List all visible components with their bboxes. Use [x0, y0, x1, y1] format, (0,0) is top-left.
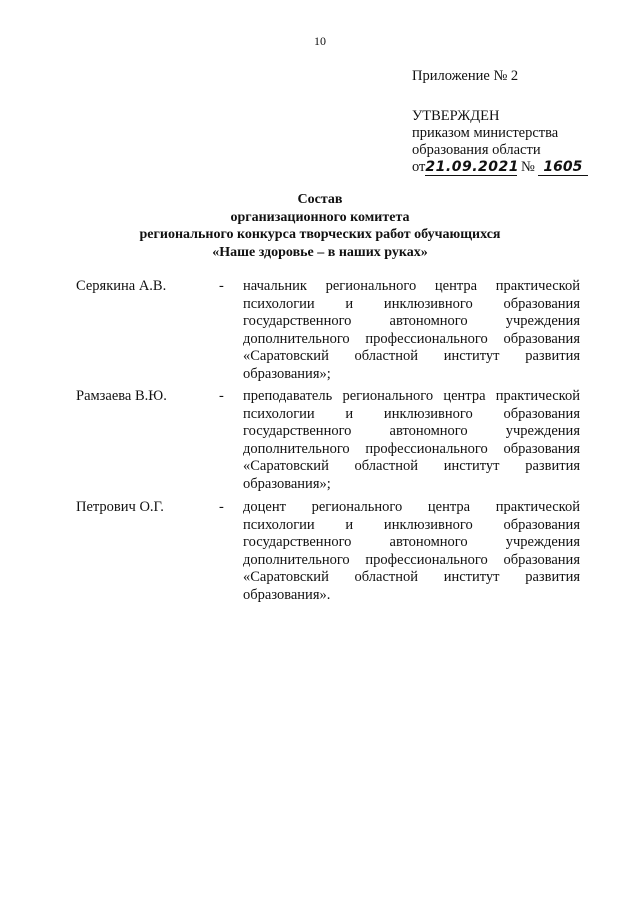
member-description [243, 278, 580, 383]
member-dash: - [219, 499, 224, 515]
appendix-label: Приложение № 2 [412, 68, 519, 84]
from-label: от [412, 159, 426, 175]
handwritten-number: 1605 [538, 160, 588, 176]
number-label: № [521, 159, 535, 175]
member-name: Рамзаева В.Ю. [76, 388, 167, 404]
handwritten-date: 21.09.2021 [425, 159, 519, 175]
page-number: 10 [314, 34, 326, 48]
title-line-4: «Наше здоровье – в наших руках» [212, 244, 428, 260]
member-description-last: образования». [243, 586, 331, 603]
approval-line-2: образования области [412, 142, 541, 158]
member-description [243, 499, 580, 604]
member-name: Петрович О.Г. [76, 499, 164, 515]
approval-block [412, 108, 588, 176]
member-dash: - [219, 388, 224, 404]
approval-date-line [412, 159, 588, 176]
member-description-main: доцент регионального центра практической психологии и инклюзивного образования государственного автономного учреждения дополнительного профессионального образования «Саратовский областной институт развития [243, 499, 580, 585]
title-line-2: организационного комитета [230, 209, 410, 225]
member-description-main: преподаватель регионального центра практической психологии и инклюзивного образования государственного автономного учреждения дополнительного профессионального образования «Саратовский областной институт развития [243, 388, 580, 474]
member-description-last: образования»; [243, 475, 331, 492]
title-line-1: Состав [297, 192, 343, 207]
member-name: Серякина А.В. [76, 278, 167, 294]
approval-heading: УТВЕРЖДЕН [412, 108, 500, 124]
member-description-main: начальник регионального центра практической психологии и инклюзивного образования государственного автономного учреждения дополнительного профессионального образования «Саратовский областной институт развития [243, 278, 580, 364]
member-dash: - [219, 278, 224, 294]
document-title [0, 191, 640, 261]
title-line-3: регионального конкурса творческих работ обучающихся [139, 227, 501, 242]
member-description-last: образования»; [243, 365, 331, 382]
member-description [243, 388, 580, 493]
approval-line-1: приказом министерства [412, 125, 559, 141]
